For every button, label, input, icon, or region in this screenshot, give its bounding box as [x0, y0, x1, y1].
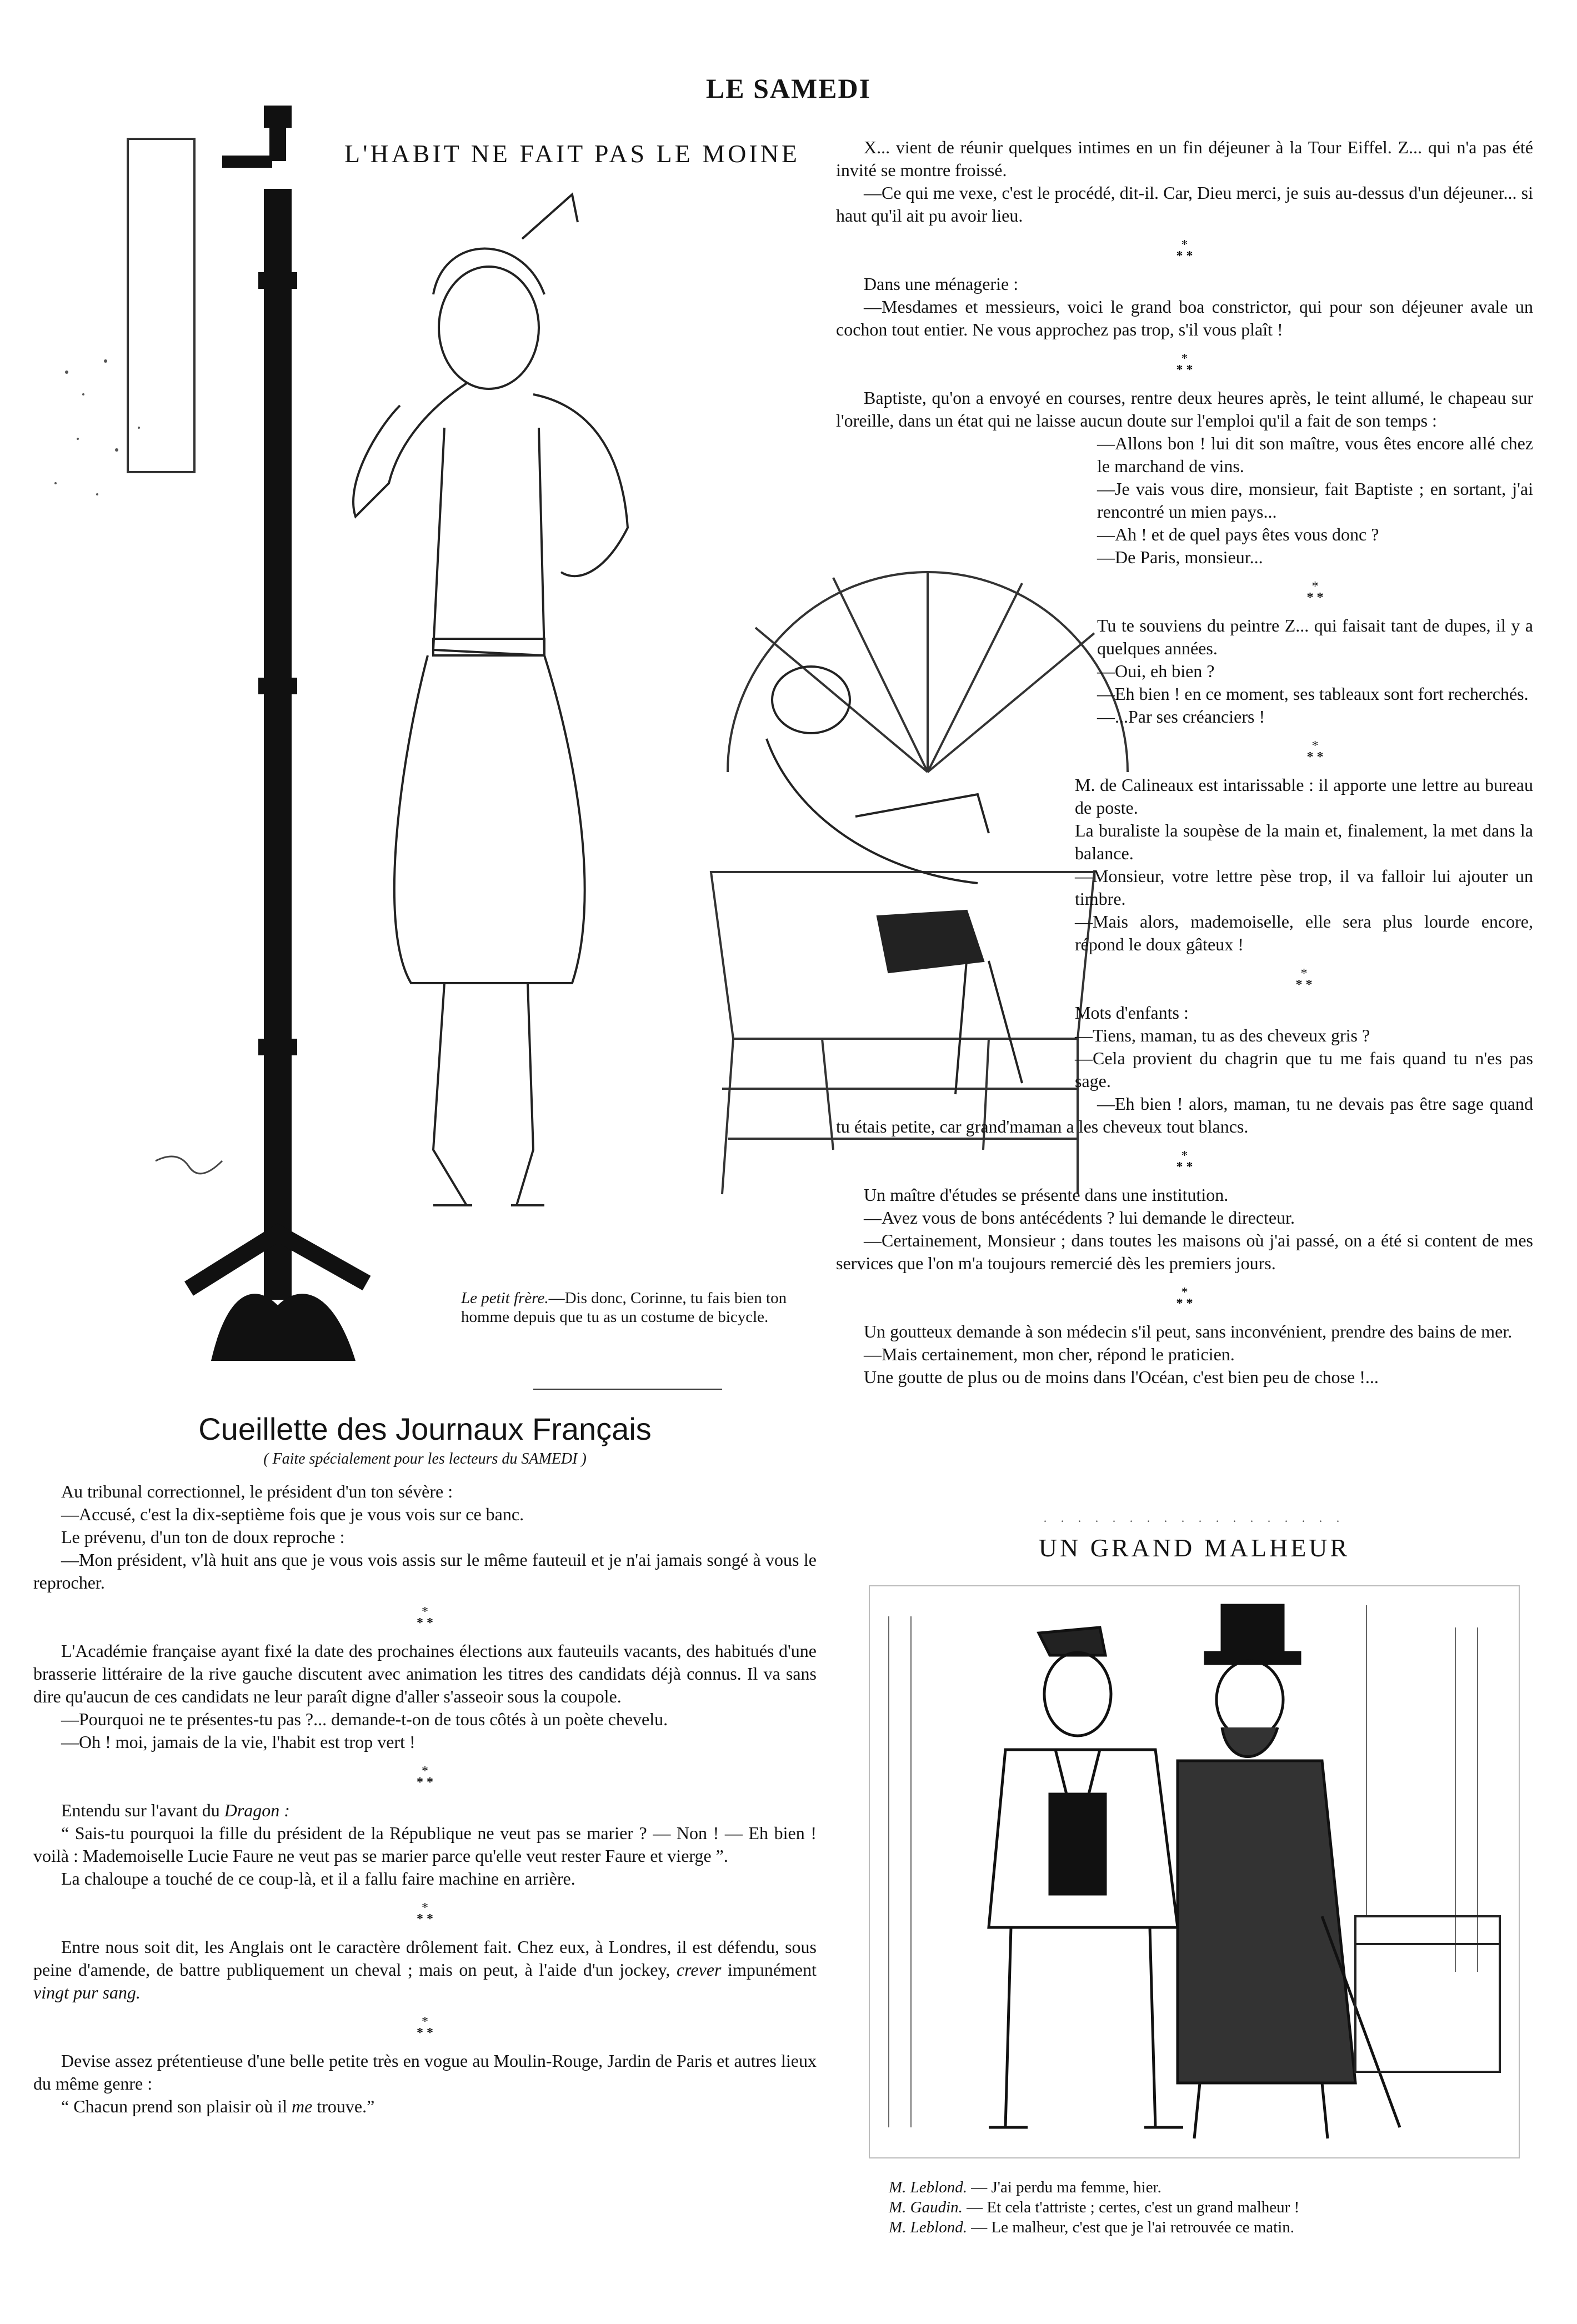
paragraph: Un maître d'études se présente dans une institution.	[864, 1185, 1229, 1205]
right-column	[836, 136, 1533, 1389]
paragraph: “ Sais-tu pourquoi la fille du président de la République ne veut pas se marier ? — Non ! — Eh bien ! voilà : Mademoiselle Lucie Faure ne veut pas se marier parce qu'elle veut rester Faure et vierge ”.	[33, 1823, 817, 1866]
paragraph: —Mais certainement, mon cher, répond le praticien.	[864, 1344, 1235, 1364]
paragraph: L'Académie française ayant fixé la date des prochaines élections aux fauteuils vacants, des habitués d'une brasserie littéraire de la rive gauche discutent avec animation les titres des candidats déjà connus. Il va sans dire qu'aucun de ces candidats ne leur paraît digne d'aller s'asseoir sous la coupole.	[33, 1641, 817, 1706]
section-title: Cueillette des Journaux Français	[198, 1411, 652, 1446]
paragraph: Mots d'enfants :	[1075, 1003, 1189, 1023]
section-subtitle: ( Faite spécialement pour les lecteurs du SAMEDI )	[263, 1450, 587, 1467]
paragraph: —Mesdames et messieurs, voici le grand boa constrictor, qui pour son déjeuner avale un cochon tout entier. Ne vous approchez pas trop, s'il vous plaît !	[836, 297, 1533, 339]
masthead: LE SAMEDI	[705, 73, 872, 104]
paragraph: —Eh bien ! alors, maman, tu ne devais pas être sage quand tu étais petite, car grand'maman a les cheveux tout blancs.	[836, 1094, 1533, 1136]
paragraph: —Allons bon ! lui dit son maître, vous êtes encore allé chez le marchand de vins.	[1097, 433, 1533, 476]
caption-text: —Dis donc, Corinne, tu fais bien ton homme depuis que tu as un costume de bicycle.	[461, 1289, 787, 1326]
paragraph: —Accusé, c'est la dix-septième fois que je vous vois sur ce banc.	[61, 1504, 524, 1524]
separator-stars: * * *	[1176, 352, 1193, 377]
illustration-title: UN GRAND MALHEUR	[1038, 1534, 1350, 1562]
caption-speaker: Le petit frère.	[461, 1289, 549, 1307]
separator-stars: * * *	[1176, 1285, 1193, 1311]
separator-stars: * * *	[417, 1605, 433, 1630]
separator-stars: * * *	[1306, 579, 1324, 605]
separator-stars: * * *	[417, 1901, 433, 1926]
separator-stars: * * *	[417, 2015, 433, 2040]
separator-stars: * * *	[1176, 1149, 1193, 1174]
separator-stars: * * *	[1295, 966, 1313, 992]
paragraph: M. de Calineaux est intarissable : il apporte une lettre au bureau de poste.	[1075, 775, 1533, 818]
paragraph: Baptiste, qu'on a envoyé en courses, rentre deux heures après, le teint allumé, le chapeau sur l'oreille, dans un état qui ne laisse aucun doute sur l'emploi qu'il a fait de son temps :	[836, 388, 1533, 430]
paragraph: —Je vais vous dire, monsieur, fait Baptiste ; en sortant, j'ai rencontré un mien pays...	[1097, 479, 1533, 522]
paragraph: Entendu sur l'avant du Dragon :	[61, 1800, 290, 1820]
illustration-caption	[461, 1289, 794, 1326]
paragraph: —Pourquoi ne te présentes-tu pas ?... demande-t-on de tous côtés à un poète chevelu.	[61, 1709, 668, 1729]
caption-speaker: M. Leblond.	[889, 2218, 967, 2236]
paragraph: Entre nous soit dit, les Anglais ont le caractère drôlement fait. Chez eux, à Londres, il est défendu, sous peine d'amende, de battre publiquement un cheval ; mais on peut, à l'aide d'un jockey, crever impunément vingt pur sang.	[33, 1937, 817, 2002]
paragraph: X... vient de réunir quelques intimes en un fin déjeuner à la Tour Eiffel. Z... qui n'a pas été invité se montre froissé.	[836, 137, 1533, 180]
dotted-separator: . . . . . . . . . . . . . . . . . .	[1043, 1511, 1345, 1525]
separator-stars: * * *	[1306, 739, 1324, 764]
illustration-title: L'HABIT NE FAIT PAS LE MOINE	[344, 139, 800, 168]
paragraph: —Cela provient du chagrin que tu me fais quand tu n'es pas sage.	[1075, 1048, 1533, 1091]
paragraph: Le prévenu, d'un ton de doux reproche :	[61, 1527, 345, 1547]
paragraph: —Mon président, v'là huit ans que je vous vois assis sur le même fauteuil et je n'ai jamais songé à vous le reprocher.	[33, 1550, 817, 1592]
caption-speaker: M. Gaudin.	[889, 2198, 963, 2216]
left-column	[33, 1411, 817, 2118]
paragraph: —Ah ! et de quel pays êtes vous donc ?	[1097, 524, 1379, 544]
paragraph: —...Par ses créanciers !	[1097, 707, 1265, 727]
paragraph: —Mais alors, mademoiselle, elle sera plus lourde encore, répond le doux gâteux !	[1075, 911, 1533, 954]
paragraph: —Oh ! moi, jamais de la vie, l'habit est trop vert !	[61, 1732, 415, 1752]
paragraph: —Monsieur, votre lettre pèse trop, il va falloir lui ajouter un timbre.	[1075, 866, 1533, 909]
paragraph: Un goutteux demande à son médecin s'il peut, sans inconvénient, prendre des bains de mer.	[864, 1321, 1513, 1341]
paragraph: Une goutte de plus ou de moins dans l'Océan, c'est bien peu de chose !...	[864, 1367, 1379, 1387]
divider	[533, 1389, 722, 1390]
illustration-two-gentlemen	[867, 1583, 1522, 2161]
paragraph: —Avez vous de bons antécédents ? lui demande le directeur.	[864, 1208, 1295, 1228]
separator-stars: * * *	[417, 1764, 433, 1790]
paragraph: La chaloupe a touché de ce coup-là, et il a fallu faire machine en arrière.	[61, 1869, 575, 1889]
caption-speaker: M. Leblond.	[889, 2178, 967, 2196]
paragraph: —De Paris, monsieur...	[1097, 547, 1263, 567]
paragraph: —Ce qui me vexe, c'est le procédé, dit-il. Car, Dieu merci, je suis au-dessus d'un déjeuner... si haut qu'il ait pu avoir lieu.	[836, 183, 1533, 226]
paragraph: —Tiens, maman, tu as des cheveux gris ?	[1075, 1025, 1370, 1045]
paragraph: —Eh bien ! en ce moment, ses tableaux sont fort recherchés.	[1097, 684, 1529, 704]
paragraph: Au tribunal correctionnel, le président d'un ton sévère :	[61, 1481, 453, 1501]
paragraph: La buraliste la soupèse de la main et, finalement, la met dans la balance.	[1075, 820, 1533, 863]
paragraph: —Oui, eh bien ?	[1097, 661, 1215, 681]
paragraph: Dans une ménagerie :	[864, 274, 1019, 294]
paragraph: Tu te souviens du peintre Z... qui faisait tant de dupes, il y a quelques années.	[1097, 615, 1533, 658]
separator-stars: * * *	[1176, 238, 1193, 263]
paragraph: Devise assez prétentieuse d'une belle petite très en vogue au Moulin-Rouge, Jardin de Paris et autres lieux du même genre :	[33, 2051, 817, 2093]
paragraph: “ Chacun prend son plaisir où il me trouve.”	[61, 2096, 375, 2116]
illustration-caption: M. Leblond. — J'ai perdu ma femme, hier. M. Gaudin. — Et cela t'attriste ; certes, c'est un grand malheur ! M. Leblond. — Le malheur, c'est que je l'ai retrouvée ce matin.	[889, 2178, 1300, 2236]
paragraph: —Certainement, Monsieur ; dans toutes les maisons où j'ai passé, on a été si content de mes services que l'on m'a toujours remercié dès les premiers jours.	[836, 1230, 1533, 1273]
